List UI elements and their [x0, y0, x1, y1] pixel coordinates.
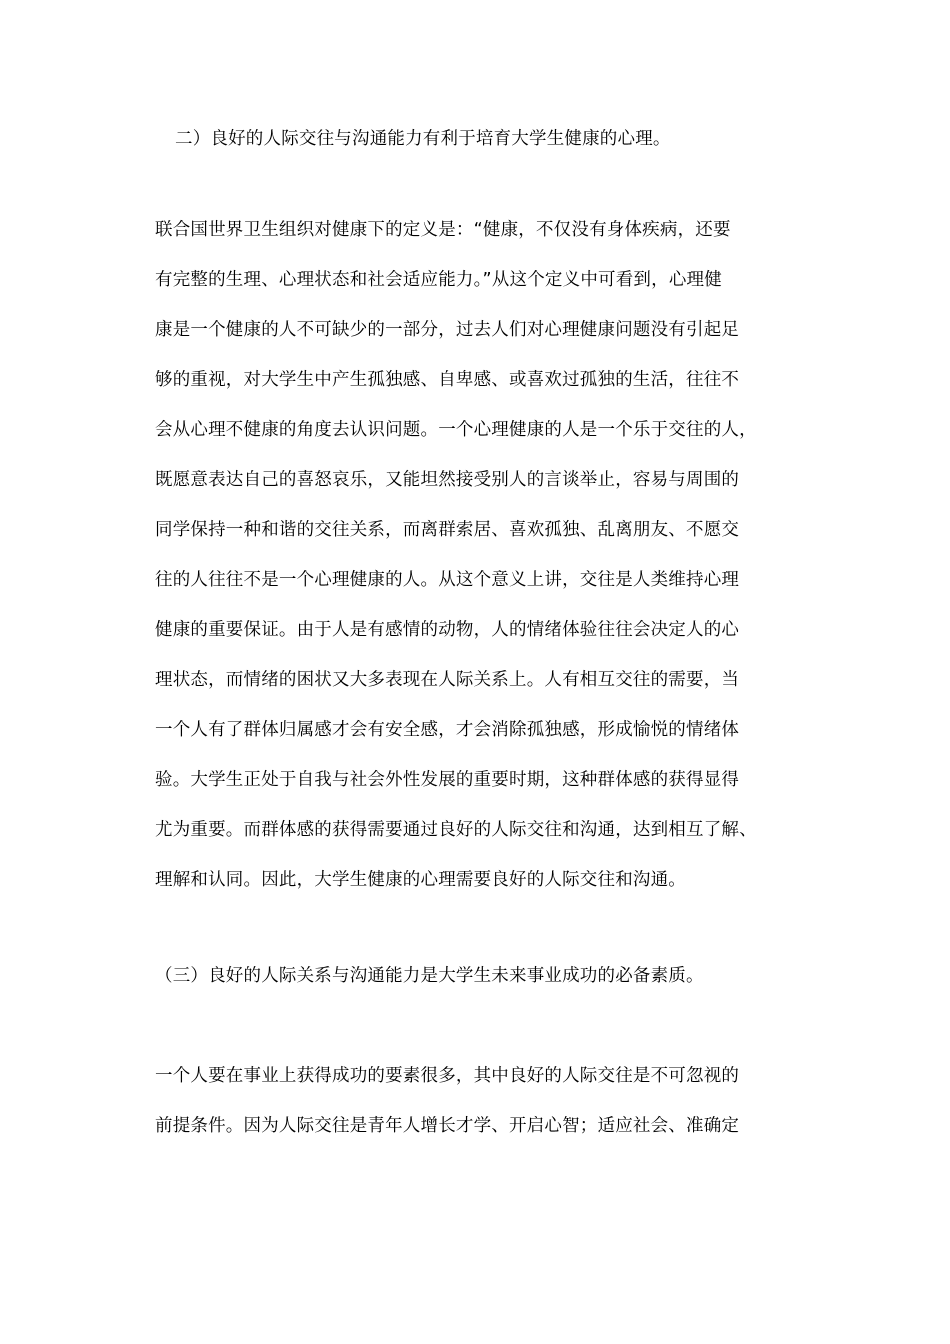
- paragraph-line: 一个人要在事业上获得成功的要素很多，其中良好的人际交往是不可忽视的: [155, 1066, 740, 1086]
- paragraph-line: 同学保持一种和谐的交往关系，而离群索居、喜欢孤独、乱离朋友、不愿交: [155, 520, 740, 540]
- paragraph-line: 理解和认同。因此，大学生健康的心理需要良好的人际交往和沟通。: [155, 870, 686, 890]
- paragraph-line: 健康的重要保证。由于人是有感情的动物，人的情绪体验往往会决定人的心: [155, 620, 740, 640]
- paragraph-line: 验。大学生正处于自我与社会外性发展的重要时期，这种群体感的获得显得: [155, 770, 740, 790]
- paragraph-line: 联合国世界卫生组织对健康下的定义是：“健康，不仅没有身体疾病，还要: [155, 220, 731, 240]
- section-3-heading: （三）良好的人际关系与沟通能力是大学生未来事业成功的必备素质。: [155, 966, 704, 986]
- paragraph-line: 会从心理不健康的角度去认识问题。一个心理健康的人是一个乐于交往的人，: [155, 420, 757, 440]
- paragraph-line: 往的人往往不是一个心理健康的人。从这个意义上讲，交往是人类维持心理: [155, 570, 740, 590]
- paragraph-line: 有完整的生理、心理状态和社会适应能力。”从这个定义中可看到，心理健: [155, 270, 722, 290]
- paragraph-line: 一个人有了群体归属感才会有安全感，才会消除孤独感，形成愉悦的情绪体: [155, 720, 740, 740]
- paragraph-line: 尤为重要。而群体感的获得需要通过良好的人际交往和沟通，达到相互了解、: [155, 820, 757, 840]
- section-2-heading: 二）良好的人际交往与沟通能力有利于培育大学生健康的心理。: [175, 129, 671, 149]
- paragraph-line: 康是一个健康的人不可缺少的一部分，过去人们对心理健康问题没有引起足: [155, 320, 740, 340]
- paragraph-line: 前提条件。因为人际交往是青年人增长才学、开启心智；适应社会、准确定: [155, 1116, 740, 1136]
- paragraph-line: 够的重视，对大学生中产生孤独感、自卑感、或喜欢过孤独的生活，往往不: [155, 370, 740, 390]
- paragraph-line: 理状态，而情绪的困状又大多表现在人际关系上。人有相互交往的需要，当: [155, 670, 740, 690]
- paragraph-line: 既愿意表达自己的喜怒哀乐，又能坦然接受别人的言谈举止，容易与周围的: [155, 470, 740, 490]
